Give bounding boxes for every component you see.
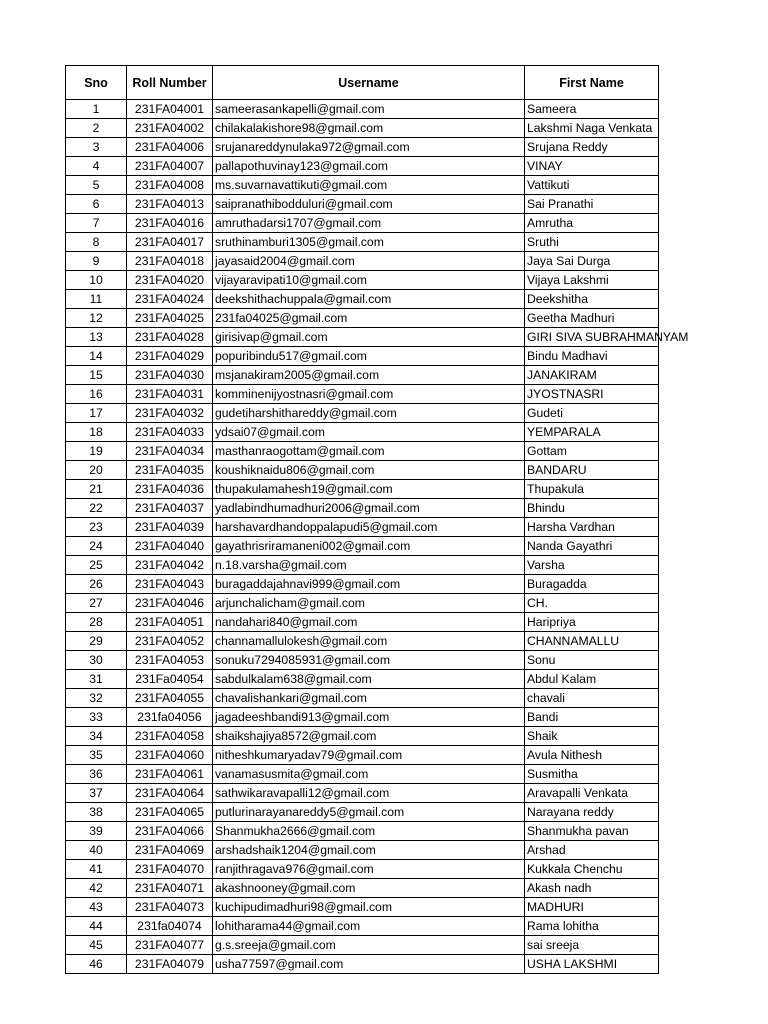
cell-roll-number: 231FA04039 [127,518,213,537]
table-row [66,385,659,404]
cell-username: sathwikaravapalli12@gmail.com [213,784,525,803]
cell-first-name: Aravapalli Venkata [525,784,659,803]
cell-username: akashnooney@gmail.com [213,879,525,898]
cell-roll-number: 231FA04024 [127,290,213,309]
cell-sno: 25 [66,556,127,575]
cell-username: kuchipudimadhuri98@gmail.com [213,898,525,917]
cell-first-name: Sameera [525,100,659,119]
cell-first-name: Thupakula [525,480,659,499]
cell-username: n.18.varsha@gmail.com [213,556,525,575]
cell-first-name: Vijaya Lakshmi [525,271,659,290]
cell-first-name: Bandi [525,708,659,727]
cell-first-name: Abdul Kalam [525,670,659,689]
cell-username: sameerasankapelli@gmail.com [213,100,525,119]
cell-sno: 9 [66,252,127,271]
cell-roll-number: 231FA04032 [127,404,213,423]
cell-first-name: Deekshitha [525,290,659,309]
cell-roll-number: 231FA04006 [127,138,213,157]
cell-username: arshadshaik1204@gmail.com [213,841,525,860]
table-row [66,176,659,195]
cell-username: vanamasusmita@gmail.com [213,765,525,784]
cell-roll-number: 231FA04079 [127,955,213,974]
cell-sno: 27 [66,594,127,613]
cell-first-name: Gudeti [525,404,659,423]
cell-username: nitheshkumaryadav79@gmail.com [213,746,525,765]
student-roster-table [65,65,689,974]
cell-sno: 32 [66,689,127,708]
cell-sno: 8 [66,233,127,252]
cell-first-name: chavali [525,689,659,708]
table-row [66,157,659,176]
cell-sno: 6 [66,195,127,214]
cell-username: chilakalakishore98@gmail.com [213,119,525,138]
cell-sno: 14 [66,347,127,366]
cell-sno: 24 [66,537,127,556]
table-row [66,556,659,575]
cell-username: arjunchalicham@gmail.com [213,594,525,613]
table-header-row [66,66,659,100]
cell-first-name: Avula Nithesh [525,746,659,765]
cell-first-name: JANAKIRAM [525,366,659,385]
cell-first-name: Narayana reddy [525,803,659,822]
table-row [66,651,659,670]
cell-first-name: Srujana Reddy [525,138,659,157]
cell-username: nandahari840@gmail.com [213,613,525,632]
cell-first-name: Kukkala Chenchu [525,860,659,879]
cell-username: koushiknaidu806@gmail.com [213,461,525,480]
table-row [66,898,659,917]
cell-roll-number: 231FA04036 [127,480,213,499]
cell-first-name: Haripriya [525,613,659,632]
table-row [66,803,659,822]
table-row [66,689,659,708]
cell-sno: 28 [66,613,127,632]
cell-sno: 21 [66,480,127,499]
table-row [66,822,659,841]
table-row [66,518,659,537]
cell-roll-number: 231FA04064 [127,784,213,803]
cell-sno: 45 [66,936,127,955]
cell-sno: 16 [66,385,127,404]
table-body [66,100,689,974]
cell-username: g.s.sreeja@gmail.com [213,936,525,955]
table-row [66,290,659,309]
cell-username: sonuku7294085931@gmail.com [213,651,525,670]
table-row [66,423,659,442]
cell-roll-number: 231FA04002 [127,119,213,138]
table-row [66,100,659,119]
cell-roll-number: 231FA04017 [127,233,213,252]
cell-first-name: Vattikuti [525,176,659,195]
table-row [66,138,659,157]
cell-username: pallapothuvinay123@gmail.com [213,157,525,176]
table-row [66,879,659,898]
table-row [66,214,659,233]
cell-username: saipranathibodduluri@gmail.com [213,195,525,214]
cell-sno: 39 [66,822,127,841]
cell-first-name: Varsha [525,556,659,575]
cell-first-name: Sonu [525,651,659,670]
cell-username: ydsai07@gmail.com [213,423,525,442]
cell-sno: 4 [66,157,127,176]
cell-first-name: VINAY [525,157,659,176]
table-row [66,936,659,955]
table-row [66,670,659,689]
cell-username: masthanraogottam@gmail.com [213,442,525,461]
cell-first-name: Harsha Vardhan [525,518,659,537]
table-row [66,860,659,879]
table-row [66,271,659,290]
cell-username: buragaddajahnavi999@gmail.com [213,575,525,594]
cell-roll-number: 231FA04029 [127,347,213,366]
cell-roll-number: 231FA04060 [127,746,213,765]
cell-roll-number: 231FA04028 [127,328,213,347]
cell-roll-number: 231FA04040 [127,537,213,556]
cell-first-name: Amrutha [525,214,659,233]
cell-roll-number: 231FA04008 [127,176,213,195]
cell-first-name: GIRI SIVA SUBRAHMANYAM [525,328,659,347]
cell-first-name: MADHURI [525,898,659,917]
table-row [66,594,659,613]
cell-sno: 42 [66,879,127,898]
cell-sno: 26 [66,575,127,594]
cell-roll-number: 231FA04042 [127,556,213,575]
cell-sno: 12 [66,309,127,328]
cell-username: sruthinamburi1305@gmail.com [213,233,525,252]
cell-username: deekshithachuppala@gmail.com [213,290,525,309]
table-row [66,784,659,803]
cell-username: putlurinarayanareddy5@gmail.com [213,803,525,822]
cell-roll-number: 231fa04074 [127,917,213,936]
cell-username: girisivap@gmail.com [213,328,525,347]
cell-roll-number: 231FA04025 [127,309,213,328]
cell-sno: 33 [66,708,127,727]
cell-sno: 2 [66,119,127,138]
table-row [66,613,659,632]
cell-username: amruthadarsi1707@gmail.com [213,214,525,233]
table-row [66,632,659,651]
table-row [66,746,659,765]
header-sno: Sno [66,66,127,100]
cell-first-name: Shanmukha pavan [525,822,659,841]
cell-first-name: Shaik [525,727,659,746]
cell-sno: 41 [66,860,127,879]
table-row [66,347,659,366]
cell-sno: 38 [66,803,127,822]
table-row [66,119,659,138]
cell-sno: 11 [66,290,127,309]
table-row [66,309,659,328]
cell-roll-number: 231Fa04054 [127,670,213,689]
table-row [66,252,659,271]
cell-username: gayathrisriramaneni002@gmail.com [213,537,525,556]
cell-username: harshavardhandoppalapudi5@gmail.com [213,518,525,537]
table-row [66,537,659,556]
cell-sno: 3 [66,138,127,157]
table-row [66,328,659,347]
cell-username: jayasaid2004@gmail.com [213,252,525,271]
cell-sno: 20 [66,461,127,480]
cell-roll-number: 231FA04043 [127,575,213,594]
cell-first-name: Jaya Sai Durga [525,252,659,271]
cell-first-name: Buragadda [525,575,659,594]
cell-username: vijayaravipati10@gmail.com [213,271,525,290]
cell-username: yadlabindhumadhuri2006@gmail.com [213,499,525,518]
cell-sno: 10 [66,271,127,290]
cell-sno: 43 [66,898,127,917]
cell-sno: 46 [66,955,127,974]
cell-roll-number: 231FA04065 [127,803,213,822]
cell-sno: 44 [66,917,127,936]
header-roll-number: Roll Number [127,66,213,100]
cell-roll-number: 231FA04066 [127,822,213,841]
table-row [66,765,659,784]
cell-roll-number: 231FA04033 [127,423,213,442]
table-row [66,499,659,518]
cell-username: komminenijyostnasri@gmail.com [213,385,525,404]
cell-sno: 31 [66,670,127,689]
cell-first-name: BANDARU [525,461,659,480]
cell-username: msjanakiram2005@gmail.com [213,366,525,385]
table-row [66,841,659,860]
cell-first-name: Akash nadh [525,879,659,898]
cell-roll-number: 231FA04020 [127,271,213,290]
cell-roll-number: 231FA04077 [127,936,213,955]
cell-first-name: USHA LAKSHMI [525,955,659,974]
cell-first-name: JYOSTNASRI [525,385,659,404]
cell-sno: 40 [66,841,127,860]
cell-first-name: Gottam [525,442,659,461]
cell-sno: 22 [66,499,127,518]
cell-username: shaikshajiya8572@gmail.com [213,727,525,746]
cell-first-name: CH. [525,594,659,613]
cell-roll-number: 231FA04035 [127,461,213,480]
cell-roll-number: 231FA04018 [127,252,213,271]
cell-username: popuribindu517@gmail.com [213,347,525,366]
cell-sno: 29 [66,632,127,651]
table-row [66,708,659,727]
cell-username: 231fa04025@gmail.com [213,309,525,328]
table-row [66,233,659,252]
cell-roll-number: 231FA04030 [127,366,213,385]
table-row [66,366,659,385]
cell-roll-number: 231fa04056 [127,708,213,727]
cell-sno: 23 [66,518,127,537]
cell-username: Shanmukha2666@gmail.com [213,822,525,841]
cell-username: usha77597@gmail.com [213,955,525,974]
cell-roll-number: 231FA04061 [127,765,213,784]
cell-roll-number: 231FA04016 [127,214,213,233]
cell-sno: 13 [66,328,127,347]
cell-roll-number: 231FA04051 [127,613,213,632]
cell-first-name: Lakshmi Naga Venkata [525,119,659,138]
table-row [66,575,659,594]
cell-first-name: CHANNAMALLU [525,632,659,651]
cell-first-name: Sruthi [525,233,659,252]
table-row [66,917,659,936]
cell-roll-number: 231FA04001 [127,100,213,119]
cell-username: lohitharama44@gmail.com [213,917,525,936]
cell-roll-number: 231FA04013 [127,195,213,214]
cell-sno: 35 [66,746,127,765]
header-username: Username [213,66,525,100]
cell-sno: 30 [66,651,127,670]
table-row [66,404,659,423]
cell-username: thupakulamahesh19@gmail.com [213,480,525,499]
cell-first-name: Susmitha [525,765,659,784]
cell-sno: 1 [66,100,127,119]
cell-sno: 18 [66,423,127,442]
cell-roll-number: 231FA04070 [127,860,213,879]
cell-first-name: Bhindu [525,499,659,518]
cell-first-name: Arshad [525,841,659,860]
table-row [66,727,659,746]
cell-first-name: Rama lohitha [525,917,659,936]
cell-roll-number: 231FA04034 [127,442,213,461]
cell-sno: 7 [66,214,127,233]
cell-roll-number: 231FA04069 [127,841,213,860]
cell-roll-number: 231FA04031 [127,385,213,404]
cell-username: ranjithragava976@gmail.com [213,860,525,879]
cell-roll-number: 231FA04007 [127,157,213,176]
cell-roll-number: 231FA04053 [127,651,213,670]
cell-roll-number: 231FA04052 [127,632,213,651]
cell-first-name: Bindu Madhavi [525,347,659,366]
cell-sno: 19 [66,442,127,461]
cell-username: channamallulokesh@gmail.com [213,632,525,651]
cell-roll-number: 231FA04073 [127,898,213,917]
cell-username: gudetiharshithareddy@gmail.com [213,404,525,423]
cell-username: jagadeeshbandi913@gmail.com [213,708,525,727]
cell-roll-number: 231FA04058 [127,727,213,746]
cell-sno: 36 [66,765,127,784]
header-first-name: First Name [525,66,659,100]
table-row [66,195,659,214]
cell-sno: 5 [66,176,127,195]
cell-roll-number: 231FA04071 [127,879,213,898]
cell-username: srujanareddynulaka972@gmail.com [213,138,525,157]
cell-first-name: Sai Pranathi [525,195,659,214]
cell-username: sabdulkalam638@gmail.com [213,670,525,689]
table-row [66,480,659,499]
cell-sno: 34 [66,727,127,746]
cell-first-name: Geetha Madhuri [525,309,659,328]
cell-username: chavalishankari@gmail.com [213,689,525,708]
cell-first-name: YEMPARALA [525,423,659,442]
table-row [66,442,659,461]
table-row [66,955,659,974]
cell-roll-number: 231FA04046 [127,594,213,613]
cell-roll-number: 231FA04055 [127,689,213,708]
cell-sno: 37 [66,784,127,803]
cell-username: ms.suvarnavattikuti@gmail.com [213,176,525,195]
cell-sno: 17 [66,404,127,423]
cell-first-name: sai sreeja [525,936,659,955]
cell-sno: 15 [66,366,127,385]
table-row [66,461,659,480]
cell-first-name: Nanda Gayathri [525,537,659,556]
cell-roll-number: 231FA04037 [127,499,213,518]
